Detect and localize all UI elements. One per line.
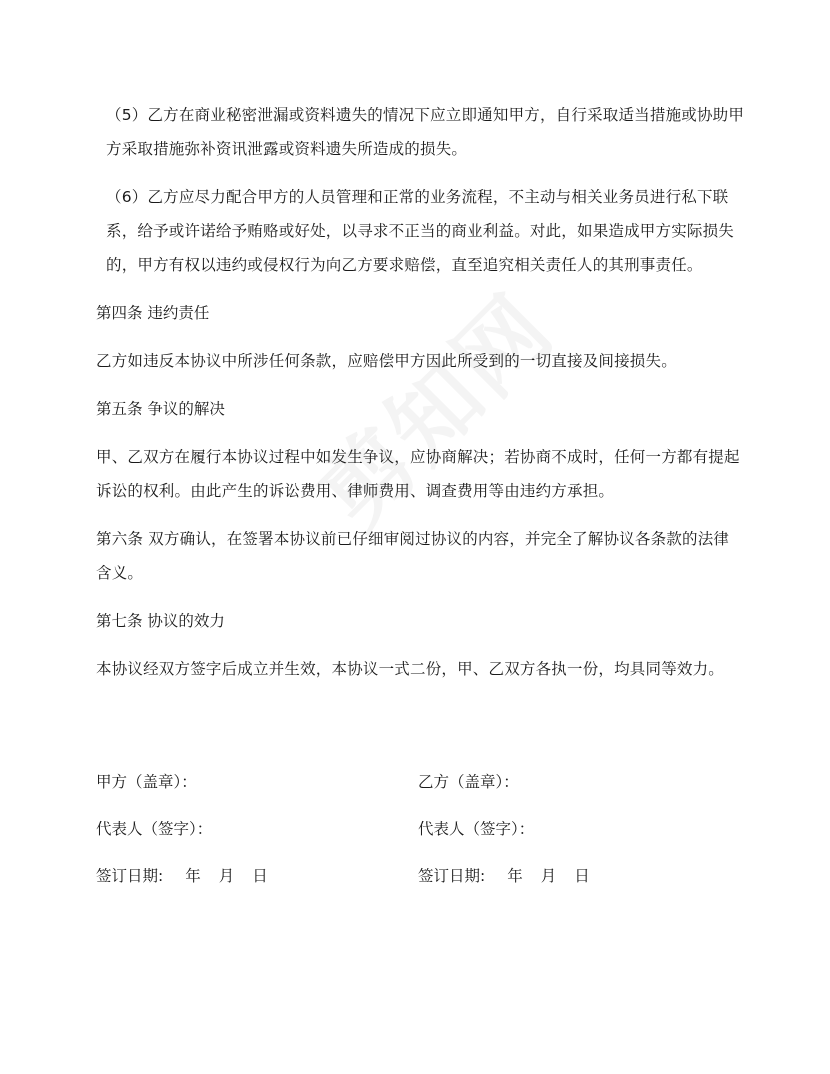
date-label: 签订日期: [418, 866, 486, 885]
party-a-seal: 甲方（盖章）： [96, 772, 197, 791]
day-label: 日 [574, 866, 590, 885]
representative-row [96, 804, 746, 851]
article-7-heading: 第七条 协议的效力 [96, 612, 225, 630]
party-a-date [96, 864, 418, 886]
month-label: 月 [540, 866, 557, 885]
article-4-heading: 第四条 违约责任 [96, 304, 210, 322]
article-5-heading: 第五条 争议的解决 [96, 400, 225, 418]
document-body [96, 98, 746, 700]
date-row [96, 851, 746, 898]
party-b-seal: 乙方（盖章）： [418, 772, 519, 791]
date-label: 签订日期: [96, 866, 164, 885]
clause-5-paragraph: （5）乙方在商业秘密泄漏或资料遗失的情况下应立即通知甲方，自行采取适当措施或协助甲方采取措施弥补资讯泄露或资料遗失所造成的损失。 [106, 106, 745, 158]
article-4-body: 乙方如违反本协议中所涉任何条款，应赔偿甲方因此所受到的一切直接及间接损失。 [96, 352, 677, 370]
seal-row [96, 757, 746, 804]
month-label: 月 [218, 866, 235, 885]
party-b-date [418, 864, 740, 886]
year-label: 年 [507, 866, 523, 885]
party-b-representative: 代表人（签字）： [418, 819, 535, 838]
article-6-body: 第六条 双方确认，在签署本协议前已仔细审阅过协议的内容，并完全了解协议各条款的法律含义。 [96, 530, 730, 582]
year-label: 年 [185, 866, 201, 885]
clause-6-paragraph: （6）乙方应尽力配合甲方的人员管理和正常的业务流程，不主动与相关业务员进行私下联系，给予或许诺给予贿赂或好处，以寻求不正当的商业利益。对此，如果造成甲方实际损失的，甲方有权以违约或侵权行为向乙方要求赔偿，直至追究相关责任人的其刑事责任。 [106, 188, 735, 274]
article-7-body: 本协议经双方签字后成立并生效，本协议一式二份，甲、乙双方各执一份，均具同等效力。 [96, 660, 725, 678]
article-5-body: 甲、乙双方在履行本协议过程中如发生争议，应协商解决；若协商不成时，任何一方都有提起诉讼的权利。由此产生的诉讼费用、律师费用、调查费用等由违约方承担。 [96, 448, 740, 500]
party-a-representative: 代表人（签字）： [96, 819, 213, 838]
signature-block [96, 757, 746, 898]
day-label: 日 [252, 866, 268, 885]
